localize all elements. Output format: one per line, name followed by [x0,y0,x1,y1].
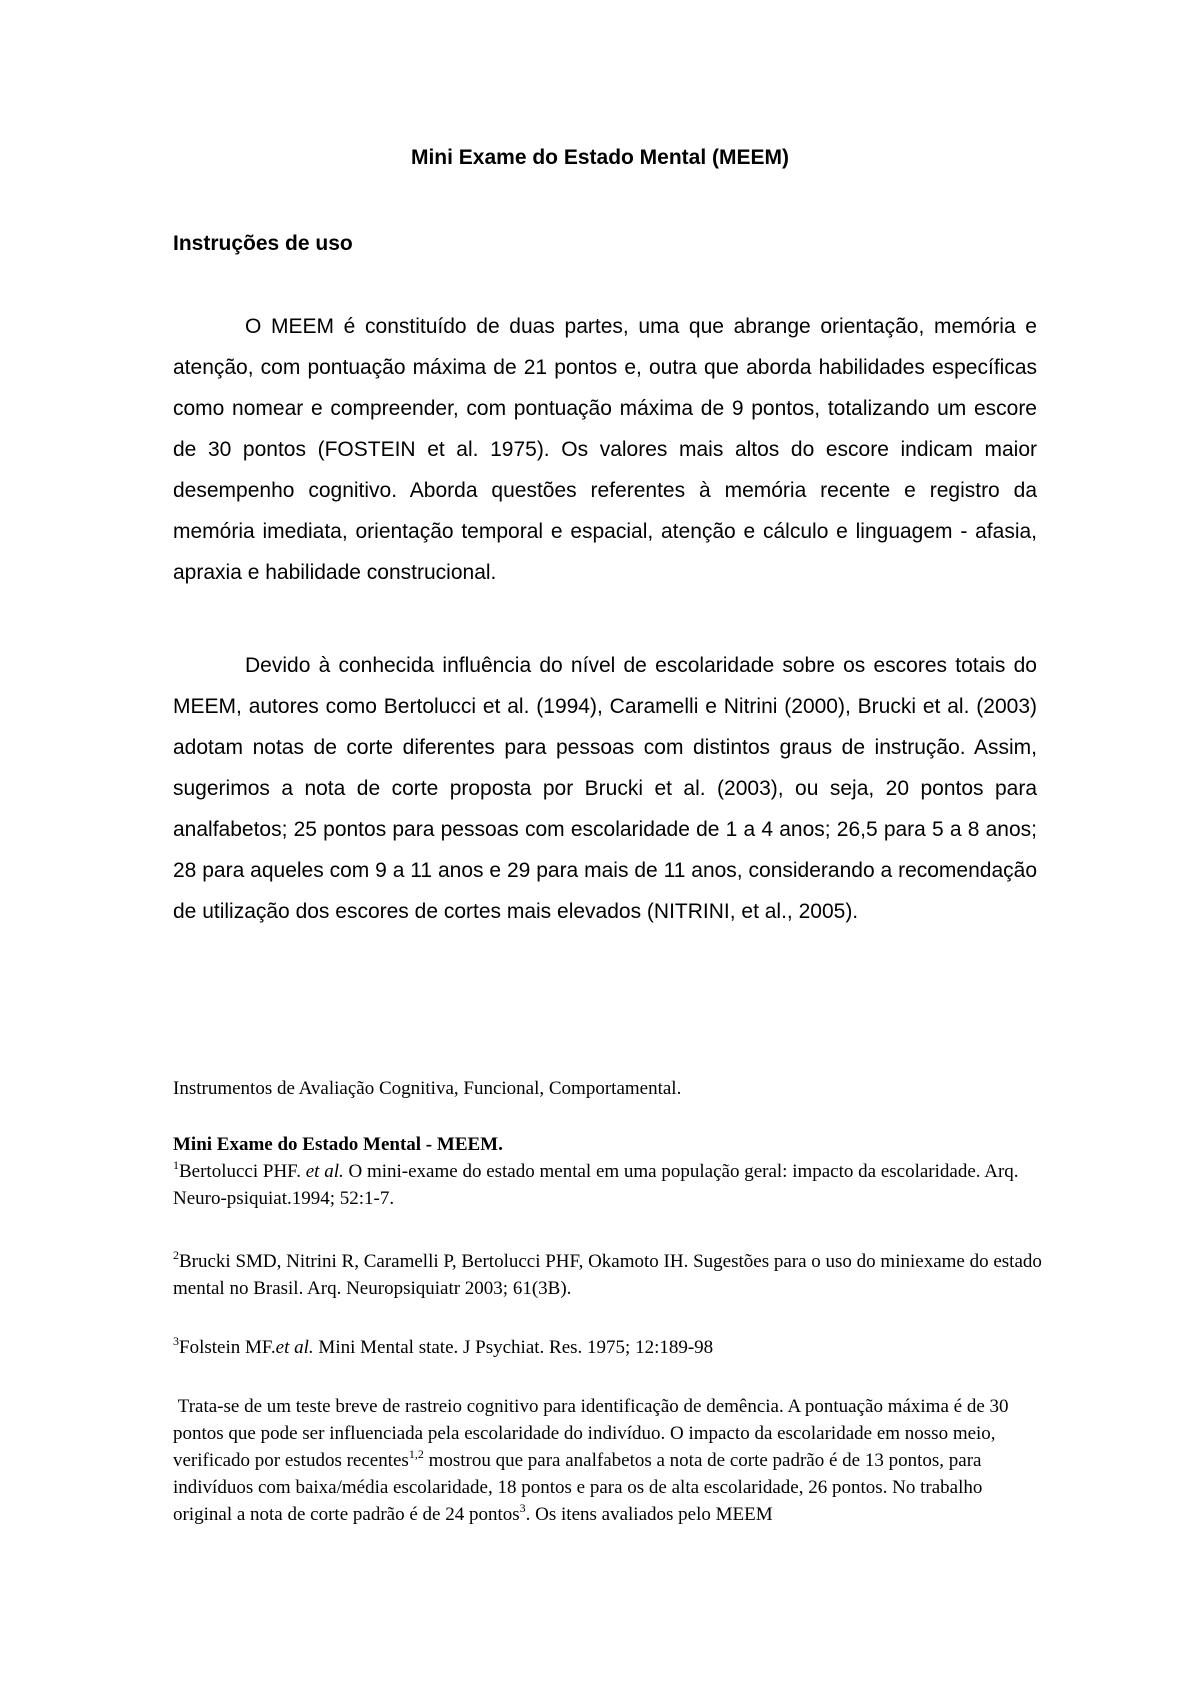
reference-text: Mini Mental state. J Psychiat. Res. 1975; 12:189-98 [318,1337,714,1358]
reference-author: Bertolucci PHF. [179,1161,301,1182]
summary-text-2: mostrou que para analfabetos a nota de corte padrão é de 13 pontos, para indivíduos com baixa/média escolaridade, 18 pontos e para os de alta escolaridade, 26 pontos. No trabalho original a nota de corte padrão é de 24 pontos [173,1450,983,1525]
citation-superscript: 1,2 [408,1447,424,1461]
reference-1 [173,1158,1053,1212]
reference-text: O mini-exame do estado mental em uma população geral: impacto da escolaridade. Arq. Neuro-psiquiat.1994; 52:1-7. [173,1161,1019,1209]
body-paragraph-1 [173,306,1037,593]
body-paragraph-2 [173,645,1037,932]
reference-3 [173,1334,1053,1361]
paragraph-text: O MEEM é constituído de duas partes, uma que abrange orientação, memória e atenção, com pontuação máxima de 21 pontos e, outra que aborda habilidades específicas como nomear e compreender, com pontuação máxima de 9 pontos, totalizando um escore de 30 pontos (FOSTEIN et al. 1975). Os valores mais altos do escore indicam maior desempenho cognitivo. Aborda questões referentes à memória recente e registro da memória imediata, orientação temporal e espacial, atenção e cálculo e linguagem - afasia, apraxia e habilidade construcional. [173,315,1037,584]
paragraph-text: Devido à conhecida influência do nível de escolaridade sobre os escores totais do MEEM, autores como Bertolucci et al. (1994), Caramelli e Nitrini (2000), Brucki et al. (2003) adotam notas de corte diferentes para pessoas com distintos graus de instrução. Assim, sugerimos a nota de corte proposta por Brucki et al. (2003), ou seja, 20 pontos para analfabetos; 25 pontos para pessoas com escolaridade de 1 a 4 anos; 26,5 para 5 a 8 anos; 28 para aqueles com 9 a 11 anos e 29 para mais de 11 anos, considerando a recomendação de utilização dos escores de cortes mais elevados (NITRINI, et al., 2005). [173,654,1037,923]
summary-text-1: Trata-se de um teste breve de rastreio cognitivo para identificação de demência. A pontuação máxima é de 30 pontos que pode ser influenciada pela escolaridade do indivíduo. O impacto da escolaridade em nosso meio, verificado por estudos recentes [173,1396,1009,1471]
reference-etal: et al. [305,1161,344,1182]
reference-etal: et al. [275,1337,314,1358]
meem-title: Mini Exame do Estado Mental - MEEM. [173,1134,503,1155]
reference-author: Folstein MF. [179,1337,276,1358]
summary-text-3: . Os itens avaliados pelo MEEM [525,1504,773,1525]
reference-2 [173,1248,1053,1302]
document-title: Mini Exame do Estado Mental (MEEM) [410,146,790,169]
section-heading: Instruções de uso [173,232,353,255]
reference-number: 2 [173,1248,179,1262]
instruments-title: Instrumentos de Avaliação Cognitiva, Funcional, Comportamental. [173,1078,682,1099]
reference-text: Brucki SMD, Nitrini R, Caramelli P, Bertolucci PHF, Okamoto IH. Sugestões para o uso do miniexame do estado mental no Brasil. Arq. Neuropsiquiatr 2003; 61(3B). [173,1251,1042,1299]
summary-paragraph [173,1393,1033,1528]
reference-number: 3 [173,1334,179,1348]
reference-number: 1 [173,1158,179,1172]
citation-superscript: 3 [519,1501,526,1515]
